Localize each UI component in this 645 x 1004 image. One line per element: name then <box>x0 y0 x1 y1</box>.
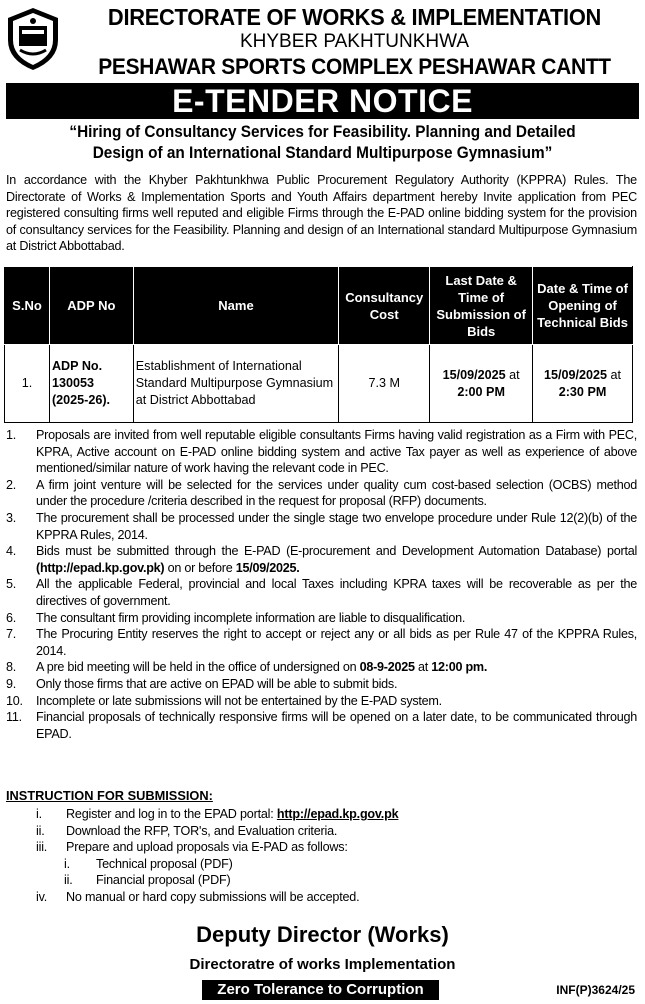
epad-portal-link[interactable]: (http://epad.kp.gov.pk) <box>36 560 165 575</box>
col-header-sno: S.No <box>5 267 50 345</box>
term-text: All the applicable Federal, provincial and local Taxes including KPRA taxes will be recoverable as per the directives of government. <box>36 577 637 608</box>
pre-bid-date: 08-9-2025 <box>359 660 415 675</box>
instruction-number: ii. <box>36 823 45 838</box>
instruction-text: Technical proposal (PDF) <box>96 856 233 871</box>
cell-submission <box>430 345 533 423</box>
terms-list <box>6 427 637 742</box>
instruction-text: Prepare and upload proposals via E-PAD as follows: <box>66 840 348 855</box>
term-text: Financial proposals of technically responsive firms will be opened on a later date, to be communicated through EPAD. <box>36 710 637 741</box>
subtitle-line-1: “Hiring of Consultancy Services for Feasibility. Planning and Detailed <box>69 123 576 141</box>
submission-time: 2:00 PM <box>457 384 505 399</box>
list-item <box>6 427 637 477</box>
instructions-heading: INSTRUCTION FOR SUBMISSION: <box>6 788 213 803</box>
instruction-number: i. <box>64 856 70 871</box>
submission-at: at <box>509 367 520 382</box>
signatory-office: Directoratre of works Implementation <box>189 956 456 973</box>
term-text <box>36 543 637 576</box>
list-item <box>6 510 637 543</box>
col-header-adp: ADP No <box>49 267 133 345</box>
list-item <box>6 823 637 840</box>
term-number: 11. <box>6 710 22 725</box>
header-province: KHYBER PAKHTUNKHWA <box>239 31 470 52</box>
kp-government-emblem <box>4 6 62 72</box>
intro-paragraph: In accordance with the Khyber Pakhtunkhwa Public Procurement Regulatory Authority (KPPRA) Rules. The Directorate of Works & Implementation Sports and Youth Affairs department hereby Invite application from PEC registered consulting firms well reputed and eligible Firms through the E-PAD online bidding system for the provision of consultancy services for the Feasibility. Planning and design of an International standard Multipurpose Gymnasium at District Abbottabad. <box>6 173 637 254</box>
term-text: The Procuring Entity reserves the right to accept or reject any or all bids as per Rule 47 of the KPPRA Rules, 2014. <box>36 627 637 658</box>
list-item <box>6 477 637 510</box>
term-number: 8. <box>6 660 17 675</box>
cell-sno: 1. <box>5 345 50 423</box>
list-item <box>6 610 637 627</box>
cell-opening <box>533 345 633 423</box>
header-complex: PESHAWAR SPORTS COMPLEX PESHAWAR CANTT <box>98 54 611 79</box>
term-text-part: Bids must be submitted through the E-PAD (E-procurement and Development Automation Database) portal <box>36 544 637 559</box>
term-text <box>36 659 637 676</box>
instructions-list <box>6 806 637 906</box>
term-number: 7. <box>6 627 17 642</box>
col-header-submission: Last Date & Time of Submission of Bids <box>430 267 533 345</box>
epad-link[interactable]: http://epad.kp.gov.pk <box>276 807 399 821</box>
instruction-number: ii. <box>64 873 73 888</box>
term-text-part: on or before <box>164 560 236 575</box>
list-item <box>6 543 637 576</box>
table-row <box>5 345 633 423</box>
cell-name: Establishment of International Standard Multipurpose Gymnasium at District Abbottabad <box>133 345 338 423</box>
instruction-text: Download the RFP, TOR's, and Evaluation criteria. <box>66 823 338 838</box>
term-text: A firm joint venture will be selected for the services under quality cum cost-based selection (OCBS) method under the procedure /criteria described in the request for proposal (RFP) documents. <box>36 477 637 509</box>
list-item <box>6 872 637 889</box>
term-number: 9. <box>6 676 17 691</box>
term-text: The procurement shall be processed under the single stage two envelope procedure under Rule 12(2)(b) of the KPPRA Rules, 2014. <box>36 510 637 542</box>
submission-date: 15/09/2025 <box>442 367 506 382</box>
cell-cost: 7.3 M <box>339 345 430 423</box>
term-text-part: at <box>414 660 432 675</box>
header-directorate: DIRECTORATE OF WORKS & IMPLEMENTATION <box>107 4 602 30</box>
term-text: The consultant firm providing incomplete information are liable to disqualification. <box>36 610 466 625</box>
col-header-name: Name <box>133 267 338 345</box>
subtitle-line-2: Design of an International Standard Multipurpose Gymnasium” <box>92 144 553 162</box>
list-item <box>6 856 637 873</box>
opening-time: 2:30 PM <box>558 384 607 399</box>
term-number: 2. <box>6 477 17 492</box>
instruction-text: No manual or hard copy submissions will be accepted. <box>66 889 360 904</box>
notice-subtitle <box>28 122 617 164</box>
instruction-number: iii. <box>36 840 48 855</box>
term-text: Incomplete or late submissions will not be entertained by the E-PAD system. <box>36 693 442 708</box>
signatory-title: Deputy Director (Works) <box>196 922 449 947</box>
list-item <box>6 576 637 609</box>
term-number: 4. <box>6 544 17 559</box>
term-number: 10. <box>6 693 23 708</box>
cell-adp: ADP No. 130053 (2025-26). <box>49 345 133 423</box>
term-number: 3. <box>6 510 17 525</box>
instruction-text-part: Register and log in to the EPAD portal: <box>66 807 277 821</box>
col-header-cost: Consultancy Cost <box>339 267 430 345</box>
instruction-number: i. <box>36 807 42 821</box>
instruction-text: Financial proposal (PDF) <box>96 873 231 888</box>
pre-bid-time: 12:00 pm. <box>431 660 488 675</box>
list-item <box>6 806 637 823</box>
term-text: Only those firms that are active on EPAD will be able to submit bids. <box>36 676 398 691</box>
list-item <box>6 839 637 856</box>
list-item <box>6 709 637 742</box>
term-number: 6. <box>6 610 17 625</box>
list-item <box>6 693 637 710</box>
list-item <box>6 676 637 693</box>
term-number: 5. <box>6 577 17 592</box>
submission-deadline: 15/09/2025. <box>235 560 300 575</box>
opening-at: at <box>610 367 622 382</box>
zero-tolerance-banner: Zero Tolerance to Corruption <box>202 980 439 1000</box>
tender-table <box>4 266 633 423</box>
reference-number: INF(P)3624/25 <box>556 983 635 997</box>
instruction-text <box>66 806 398 823</box>
term-number: 1. <box>6 428 17 442</box>
list-item <box>6 626 637 659</box>
term-text: Proposals are invited from well reputable eligible consultants Firms having valid registration as a Firm with PEC, KPRA, Active account on E-PAD online bidding system and active Tax payer as well as experience of above mentioned/similar nature of work having the relevant code in PEC. <box>36 428 637 476</box>
opening-date: 15/09/2025 <box>544 367 608 382</box>
notice-banner: E-TENDER NOTICE <box>6 83 639 119</box>
term-text-part: A pre bid meeting will be held in the office of undersigned on <box>36 660 360 675</box>
col-header-opening: Date & Time of Opening of Technical Bids <box>533 267 633 345</box>
list-item <box>6 889 637 906</box>
instruction-number: iv. <box>36 889 48 904</box>
list-item <box>6 659 637 676</box>
